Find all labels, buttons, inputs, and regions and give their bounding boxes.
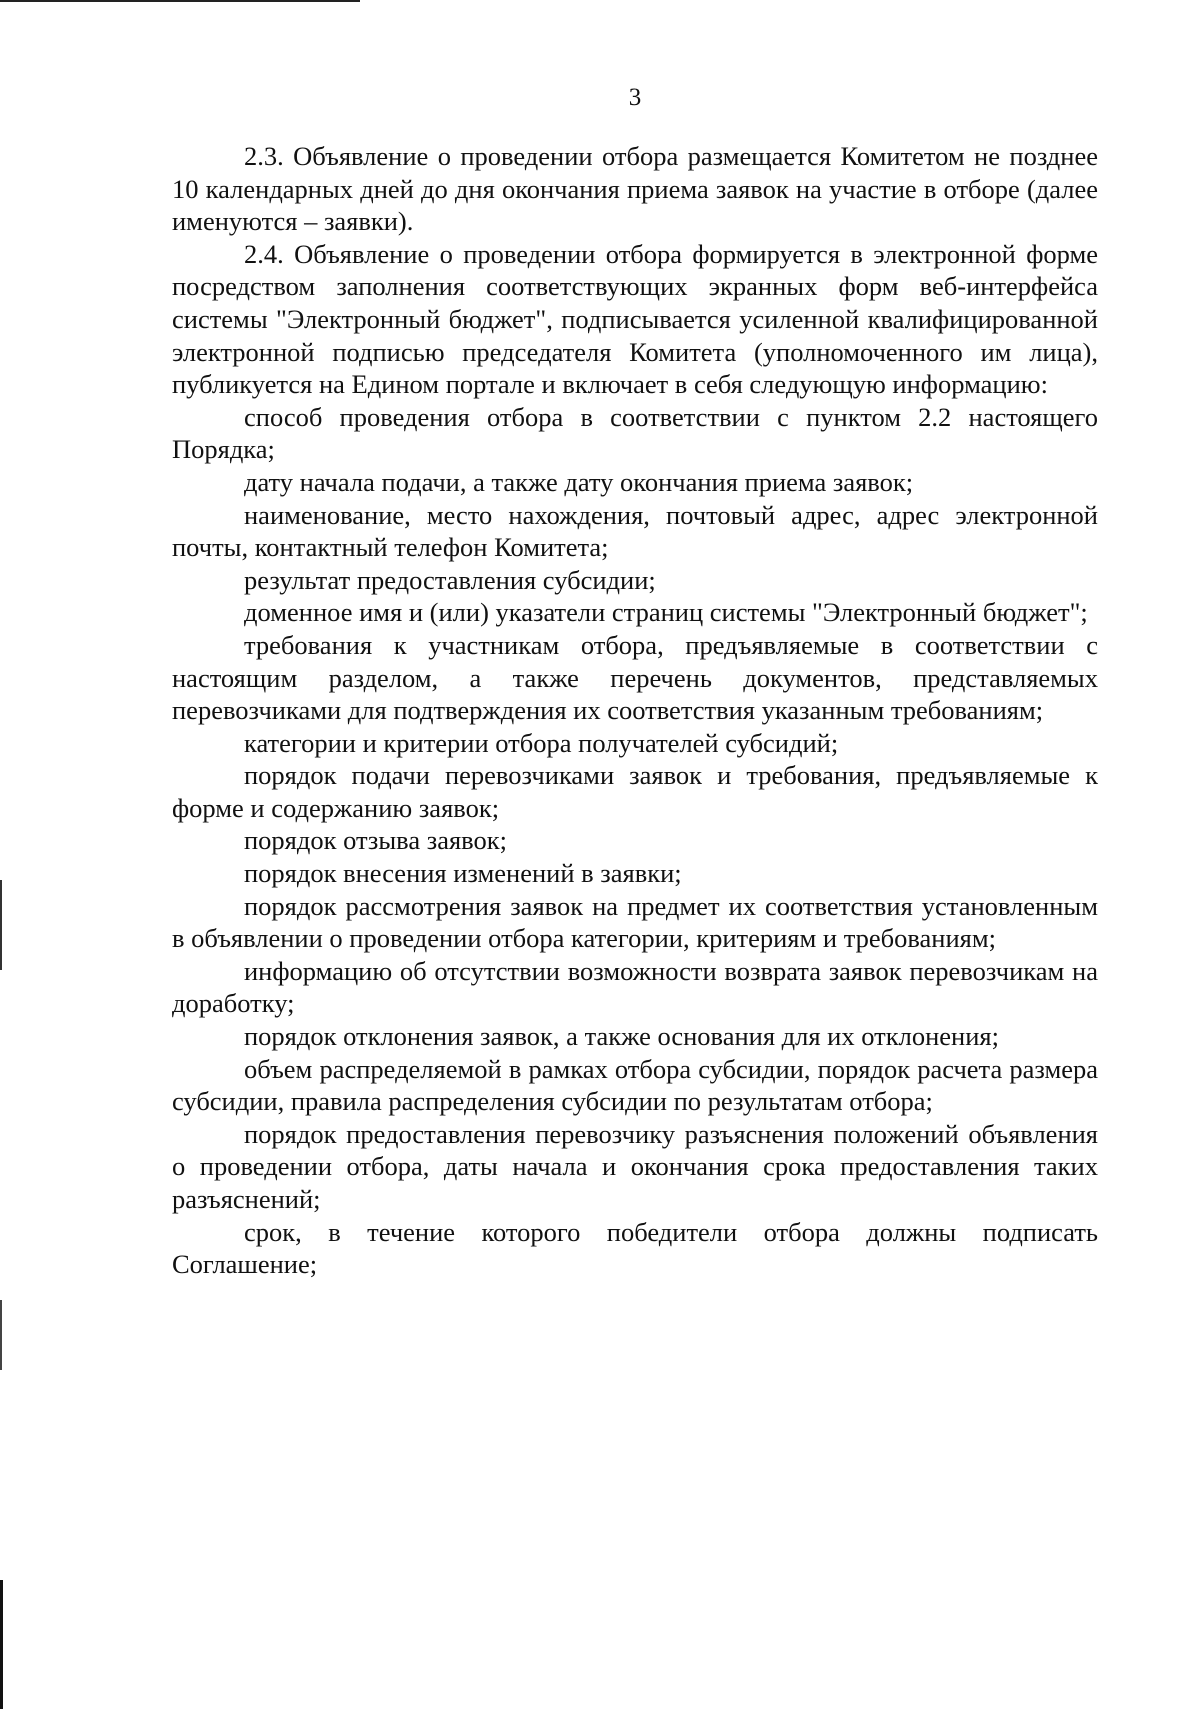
page-number: 3 (628, 84, 642, 111)
list-item: категории и критерии отбора получателей субсидий; (244, 727, 839, 758)
list-item: результат предоставления субсидии; (244, 564, 656, 595)
list-item: способ проведения отбора в соответствии с пунктом 2.2 настоящего Порядка; (172, 401, 1098, 465)
list-item: порядок подачи перевозчиками заявок и требования, предъявляемые к форме и содержанию заявок; (172, 760, 1098, 823)
list-item: доменное имя и (или) указатели страниц системы "Электронный бюджет"; (244, 597, 1088, 628)
scan-edge-mark (0, 0, 360, 2)
document-body (172, 140, 1098, 1281)
list-item: порядок отзыва заявок; (244, 825, 507, 856)
list-item: объем распределяемой в рамках отбора субсидии, порядок расчета размера субсидии, правила распределения субсидии по результатам отбора; (172, 1053, 1098, 1117)
list-item: информацию об отсутствии возможности возврата заявок перевозчикам на доработку; (172, 955, 1098, 1019)
list-item: порядок отклонения заявок, а также основания для их отклонения; (244, 1021, 999, 1052)
paragraph-2-4: 2.4. Объявление о проведении отбора формируется в электронной форме посредством заполнения соответствующих экранных форм веб-интерфейса системы "Электронный бюджет", подписывается усиленной квалифицированной электронной подписью председателя Комитета (уполномоченного им лица), публикуется на Едином портале и включает в себя следующую информацию: (172, 238, 1098, 400)
list-item: дату начала подачи, а также дату окончания приема заявок; (244, 466, 914, 497)
list-item: порядок внесения изменений в заявки; (244, 858, 682, 889)
list-item: порядок предоставления перевозчику разъяснения положений объявления о проведении отбора, даты начала и окончания срока предоставления таких разъяснений; (172, 1118, 1098, 1214)
scan-edge-mark (0, 880, 2, 970)
list-item: срок, в течение которого победители отбора должны подписать Соглашение; (172, 1216, 1098, 1280)
list-item: порядок рассмотрения заявок на предмет их соответствия установленным в объявлении о проведении отбора категории, критериям и требованиям; (172, 890, 1098, 954)
list-item: наименование, место нахождения, почтовый адрес, адрес электронной почты, контактный телефон Комитета; (172, 499, 1098, 563)
scan-edge-mark (0, 1580, 3, 1709)
paragraph-2-3: 2.3. Объявление о проведении отбора размещается Комитетом не позднее 10 календарных дней до дня окончания приема заявок на участие в отборе (далее именуются – заявки). (172, 141, 1098, 237)
list-item: требования к участникам отбора, предъявляемые в соответствии с настоящим разделом, а также перечень документов, представляемых перевозчиками для подтверждения их соответствия указанным требованиям; (172, 629, 1098, 726)
scan-edge-mark (0, 1300, 2, 1370)
